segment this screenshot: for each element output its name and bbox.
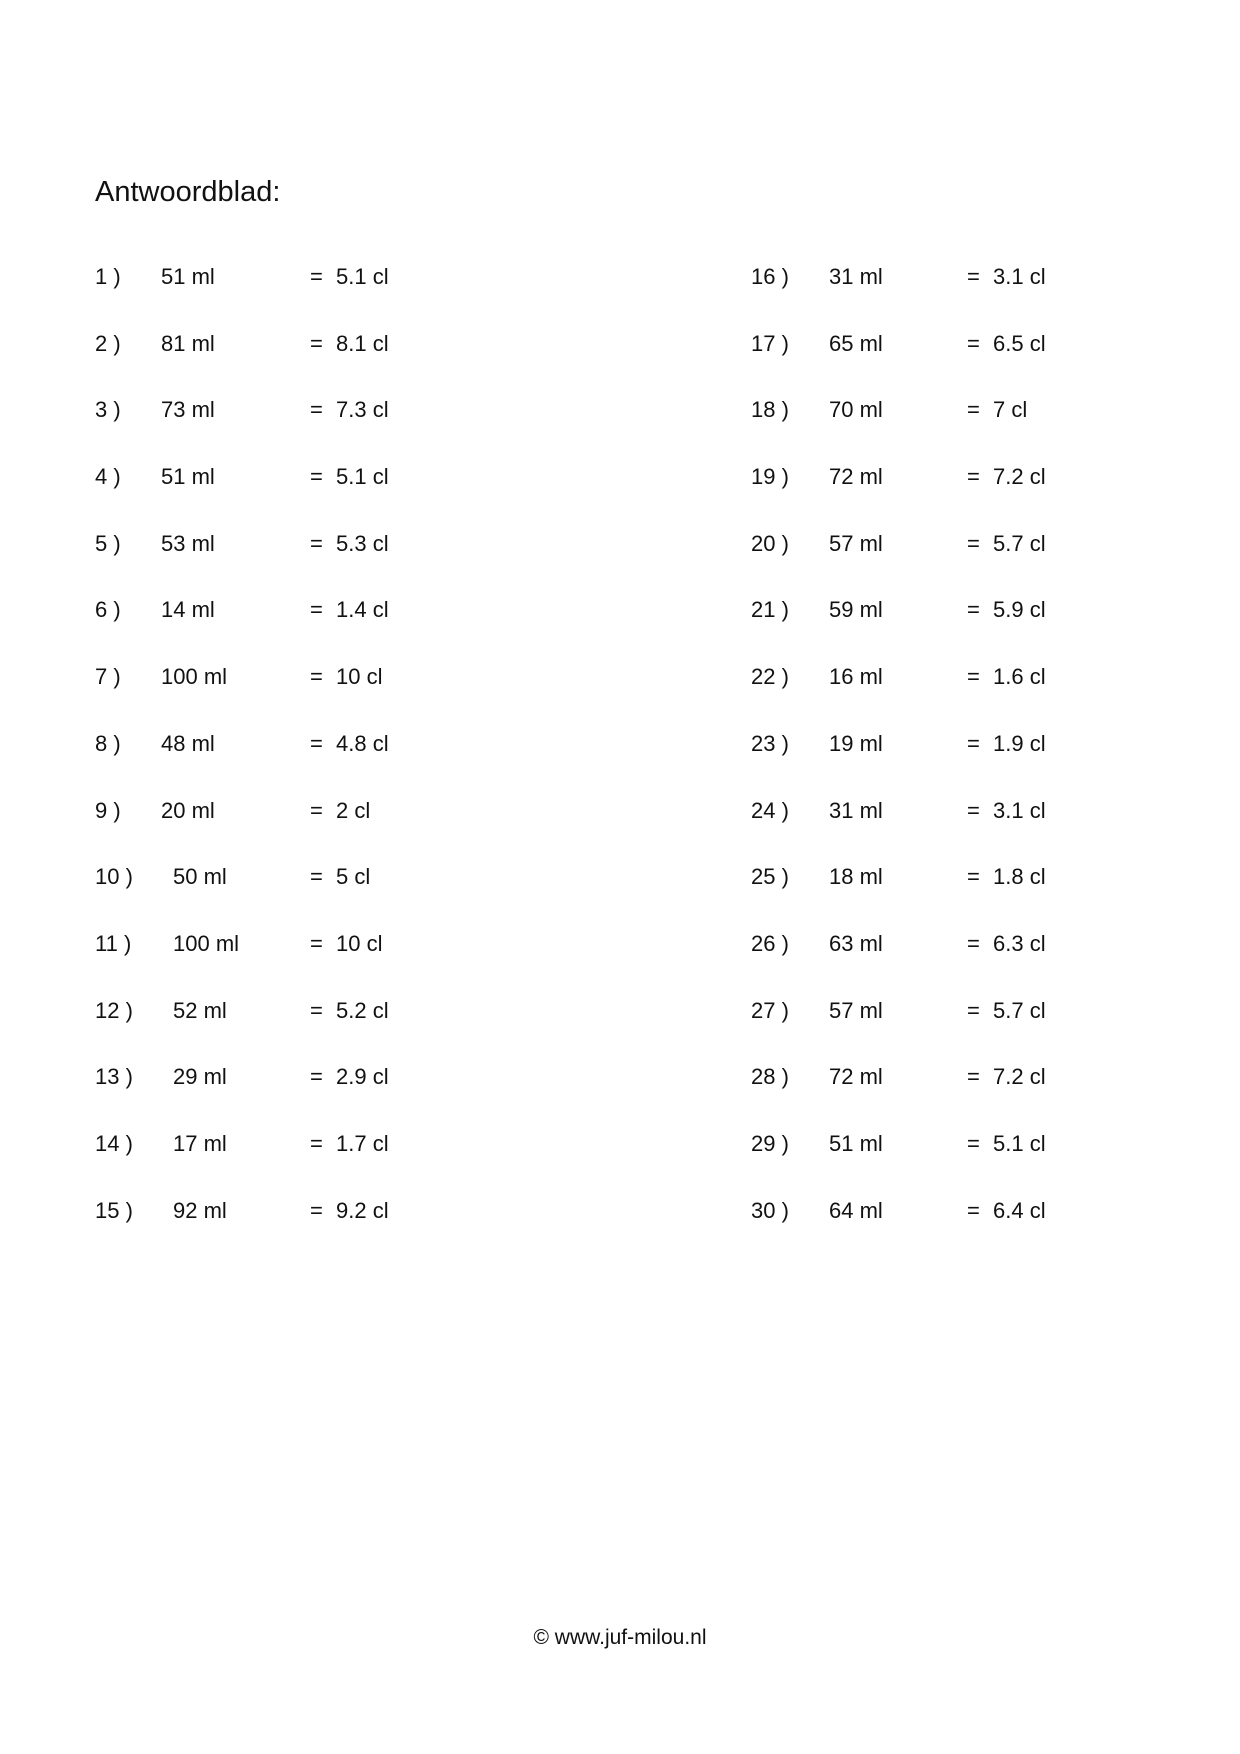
answer-number: 9 ) [95,797,121,823]
centiliter-value: 5.7 cl [993,997,1046,1023]
equals-sign: = [310,597,323,623]
equals-sign: = [967,264,980,289]
copyright-footer: © www.juf-milou.nl [533,1626,707,1649]
milliliter-value: 72 ml [829,1064,883,1090]
answer-row [751,862,1231,929]
equals-sign: = [967,797,980,823]
centiliter-value: 2 cl [336,797,371,823]
equals-sign: = [967,1130,980,1156]
answer-number: 26 ) [751,930,789,956]
answer-row [95,462,575,529]
answer-number: 6 ) [95,597,121,623]
milliliter-value: 51 ml [161,264,215,289]
answer-number: 30 ) [751,1197,789,1223]
answer-row [95,395,575,462]
centiliter-value: 9.2 cl [336,1197,389,1223]
answer-number: 18 ) [751,397,789,423]
answer-number: 15 ) [95,1197,133,1223]
answer-number: 23 ) [751,730,789,756]
milliliter-value: 17 ml [173,1130,227,1156]
answer-number: 12 ) [95,997,133,1023]
milliliter-value: 92 ml [173,1197,227,1223]
answer-number: 11 ) [95,930,132,956]
milliliter-value: 52 ml [173,997,227,1023]
answer-number: 28 ) [751,1064,789,1090]
equals-sign: = [967,1064,980,1090]
milliliter-value: 73 ml [161,397,215,423]
centiliter-value: 1.9 cl [993,730,1046,756]
answer-number: 17 ) [751,330,789,356]
equals-sign: = [310,397,323,423]
equals-sign: = [310,1064,323,1090]
centiliter-value: 6.5 cl [993,330,1046,356]
answer-row [95,595,575,662]
equals-sign: = [967,397,980,423]
answer-row [751,329,1231,396]
equals-sign: = [310,464,323,490]
answer-number: 21 ) [751,597,789,623]
centiliter-value: 10 cl [336,930,383,956]
answer-number: 16 ) [751,264,789,289]
milliliter-value: 59 ml [829,597,883,623]
centiliter-value: 5.9 cl [993,597,1046,623]
centiliter-value: 6.4 cl [993,1197,1046,1223]
equals-sign: = [310,1197,323,1223]
milliliter-value: 100 ml [161,664,228,690]
centiliter-value: 5.1 cl [336,464,389,490]
milliliter-value: 31 ml [829,797,883,823]
equals-sign: = [310,997,323,1023]
milliliter-value: 65 ml [829,330,883,356]
answer-number: 5 ) [95,530,121,556]
centiliter-value: 7.2 cl [993,464,1046,490]
centiliter-value: 1.7 cl [336,1130,389,1156]
answer-row [751,529,1231,596]
centiliter-value: 7.3 cl [336,397,389,423]
centiliter-value: 5 cl [336,864,371,890]
answer-number: 7 ) [95,664,121,690]
milliliter-value: 51 ml [161,464,215,490]
equals-sign: = [310,530,323,556]
answer-number: 4 ) [95,464,121,490]
answer-row [751,929,1231,996]
centiliter-value: 5.1 cl [993,1130,1046,1156]
equals-sign: = [967,530,980,556]
milliliter-value: 53 ml [161,530,215,556]
milliliter-value: 64 ml [829,1197,883,1223]
answer-number: 22 ) [751,664,789,690]
centiliter-value: 1.4 cl [336,597,389,623]
equals-sign: = [310,664,323,690]
equals-sign: = [310,330,323,356]
equals-sign: = [310,1130,323,1156]
milliliter-value: 70 ml [829,397,883,423]
answer-row [95,996,575,1063]
answer-row [95,862,575,929]
milliliter-value: 14 ml [161,597,215,623]
centiliter-value: 7 cl [993,397,1028,423]
milliliter-value: 16 ml [829,664,883,690]
answer-row [95,329,575,396]
answer-row [95,729,575,796]
answer-row [95,529,575,596]
answer-row [751,1062,1231,1129]
milliliter-value: 57 ml [829,997,883,1023]
milliliter-value: 51 ml [829,1130,883,1156]
equals-sign: = [967,1197,980,1223]
milliliter-value: 57 ml [829,530,883,556]
answer-number: 20 ) [751,530,789,556]
milliliter-value: 18 ml [829,864,883,890]
milliliter-value: 100 ml [173,930,240,956]
milliliter-value: 19 ml [829,730,883,756]
centiliter-value: 3.1 cl [993,797,1046,823]
answer-number: 10 ) [95,864,133,890]
equals-sign: = [310,797,323,823]
centiliter-value: 1.8 cl [993,864,1046,890]
equals-sign: = [967,930,980,956]
centiliter-value: 1.6 cl [993,664,1046,690]
answer-number: 13 ) [95,1064,133,1090]
answer-number: 8 ) [95,730,121,756]
answer-number: 14 ) [95,1130,133,1156]
centiliter-value: 10 cl [336,664,383,690]
centiliter-value: 5.3 cl [336,530,389,556]
answer-number: 25 ) [751,864,789,890]
centiliter-value: 5.2 cl [336,997,389,1023]
milliliter-value: 72 ml [829,464,883,490]
answer-row [751,996,1231,1063]
answer-row [751,729,1231,796]
equals-sign: = [967,664,980,690]
answer-number: 19 ) [751,464,789,490]
equals-sign: = [967,330,980,356]
answer-number: 27 ) [751,997,789,1023]
equals-sign: = [967,730,980,756]
answer-row [751,796,1231,863]
equals-sign: = [310,730,323,756]
centiliter-value: 7.2 cl [993,1064,1046,1090]
equals-sign: = [967,597,980,623]
equals-sign: = [310,864,323,890]
centiliter-value: 6.3 cl [993,930,1046,956]
answer-number: 3 ) [95,397,121,423]
answer-row [751,662,1231,729]
milliliter-value: 50 ml [173,864,227,890]
answer-row [751,395,1231,462]
centiliter-value: 4.8 cl [336,730,389,756]
answer-row [95,796,575,863]
equals-sign: = [310,264,323,289]
milliliter-value: 48 ml [161,730,215,756]
answer-number: 29 ) [751,1130,789,1156]
answer-row [751,1129,1231,1196]
answer-number: 24 ) [751,797,789,823]
equals-sign: = [967,997,980,1023]
answer-row [95,1062,575,1129]
answer-row [751,1196,1231,1263]
milliliter-value: 20 ml [161,797,215,823]
equals-sign: = [967,864,980,890]
answer-row [95,1129,575,1196]
answer-column-right [751,262,1231,1262]
answer-number: 1 ) [95,264,121,289]
answer-row [751,462,1231,529]
centiliter-value: 8.1 cl [336,330,389,356]
milliliter-value: 31 ml [829,264,883,289]
answer-column-left [95,262,575,1262]
equals-sign: = [310,930,323,956]
milliliter-value: 63 ml [829,930,883,956]
equals-sign: = [967,464,980,490]
answer-row [95,662,575,729]
answer-row [751,262,1231,329]
centiliter-value: 5.7 cl [993,530,1046,556]
centiliter-value: 2.9 cl [336,1064,389,1090]
milliliter-value: 29 ml [173,1064,227,1090]
centiliter-value: 3.1 cl [993,264,1046,289]
milliliter-value: 81 ml [161,330,215,356]
answer-row [95,929,575,996]
answer-row [751,595,1231,662]
answer-row [95,1196,575,1263]
page-title: Antwoordblad: [95,176,281,208]
centiliter-value: 5.1 cl [336,264,389,289]
answer-row [95,262,575,329]
answer-number: 2 ) [95,330,121,356]
